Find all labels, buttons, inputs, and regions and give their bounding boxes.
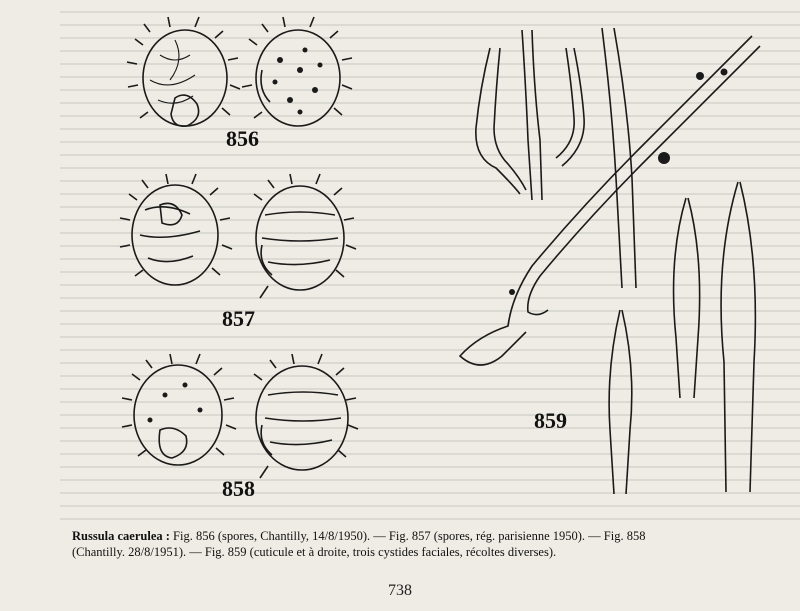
cuticle-hyphae xyxy=(460,28,760,365)
figure-caption xyxy=(72,528,800,560)
caption-line-1-text: Fig. 856 (spores, Chantilly, 14/8/1950). — Fig. 857 (spores, rég. parisienne 1950). — Fig. 858 xyxy=(169,529,646,543)
spore-857-right xyxy=(254,174,356,298)
caption-line-2: (Chantilly. 28/8/1951). — Fig. 859 (cuticule et à droite, trois cystides faciales, récoltes diverses). xyxy=(72,545,557,559)
figure-label-858: 858 xyxy=(222,476,255,501)
spore-858-right xyxy=(254,354,358,478)
figure-label-856: 856 xyxy=(226,126,259,151)
page-number: 738 xyxy=(388,582,412,599)
figure-label-857: 857 xyxy=(222,306,255,331)
spore-856-right xyxy=(242,17,352,126)
figure-label-859: 859 xyxy=(534,408,567,433)
spore-858-left xyxy=(122,354,236,465)
caption-species: Russula caerulea : xyxy=(72,529,170,543)
cystidia xyxy=(609,182,755,494)
spore-857-left xyxy=(120,174,232,285)
spore-856-left xyxy=(127,17,240,126)
caption-line-1 xyxy=(72,528,800,544)
